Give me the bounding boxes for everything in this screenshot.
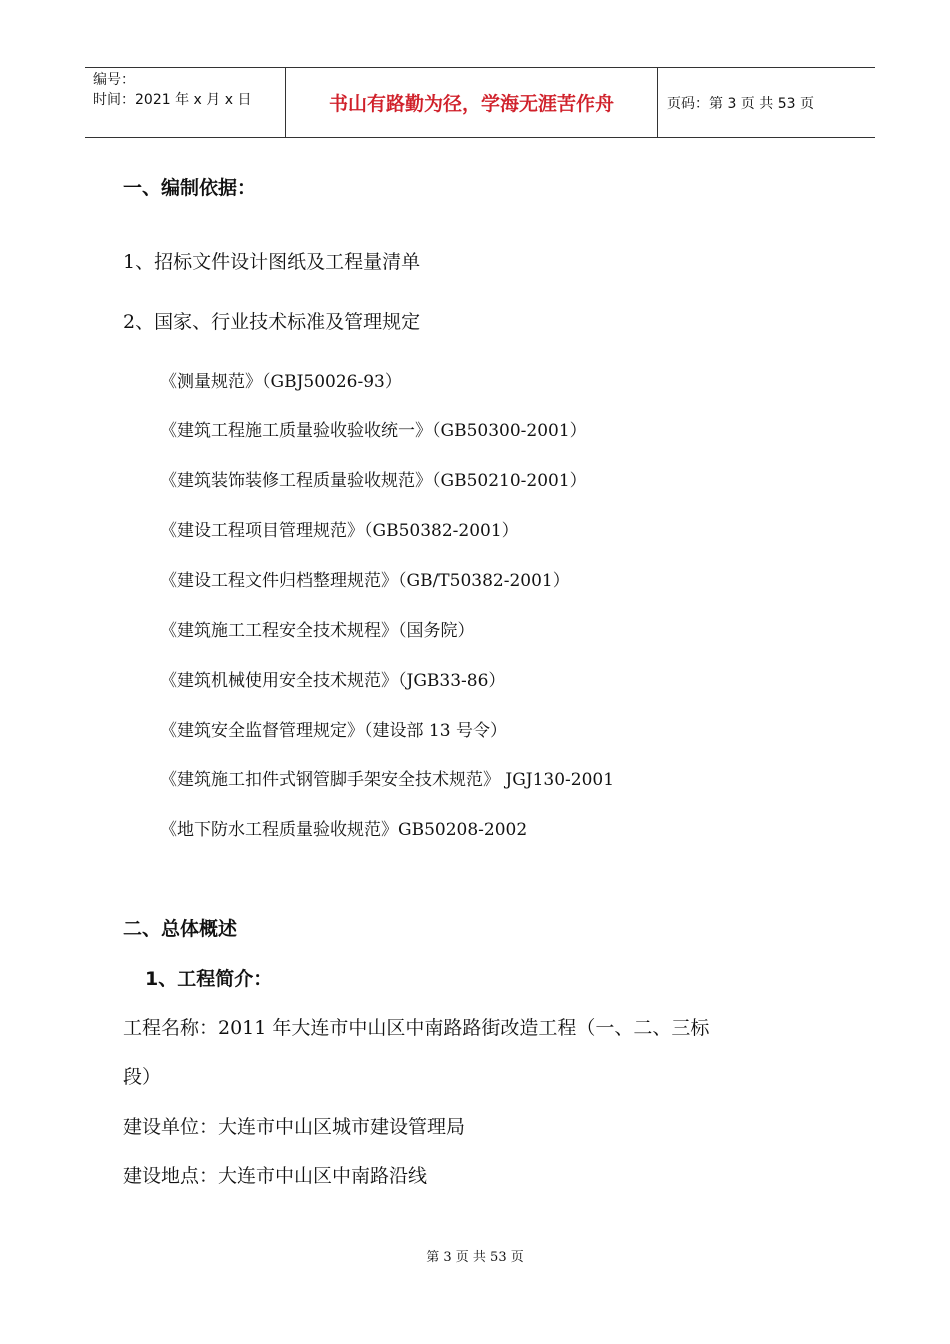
section-1-title: 一、编制依据： xyxy=(123,177,257,199)
section-2-title: 二、总体概述 xyxy=(123,918,238,940)
page-footer: 第 3 页 共 53 页 xyxy=(426,1250,524,1265)
standard-item: 《建设工程文件归档整理规范》（GB/T50382-2001） xyxy=(160,571,570,591)
standard-item: 《建筑施工工程安全技术规程》（国务院） xyxy=(160,621,475,641)
standard-item: 《测量规范》（GBJ50026-93） xyxy=(160,372,402,392)
standard-item: 《建筑机械使用安全技术规范》（JGB33-86） xyxy=(160,671,506,691)
header-meta xyxy=(85,68,285,137)
standard-item: 《建筑施工扣件式钢管脚手架安全技术规范》 JGJ130-2001 xyxy=(160,770,615,790)
header-motto: 书山有路勤为径，学海无涯苦作舟 xyxy=(285,68,658,137)
standard-item: 《建设工程项目管理规范》（GB50382-2001） xyxy=(160,521,519,541)
document-number-label: 编号： xyxy=(93,72,135,88)
standard-item: 《建筑安全监督管理规定》（建设部 13 号令） xyxy=(160,721,507,741)
standard-item: 《地下防水工程质量验收规范》GB50208-2002 xyxy=(160,820,528,840)
basis-item-1: 1、招标文件设计图纸及工程量清单 xyxy=(123,251,421,273)
project-name-line-2: 段） xyxy=(123,1066,162,1088)
project-name-line-1: 工程名称：2011 年大连市中山区中南路路街改造工程（一、二、三标 xyxy=(123,1017,710,1039)
project-intro-subtitle: 1、工程简介： xyxy=(145,968,273,990)
document-time-label: 时间：2021 年 x 月 x 日 xyxy=(93,92,252,108)
page-header xyxy=(85,67,875,138)
standard-item: 《建筑工程施工质量验收验收统一》（GB50300-2001） xyxy=(160,421,587,441)
project-location: 建设地点：大连市中山区中南路沿线 xyxy=(123,1165,428,1187)
header-page-number: 页码：第 3 页 共 53 页 xyxy=(667,95,814,112)
basis-item-2: 2、国家、行业技术标准及管理规定 xyxy=(123,311,421,333)
project-owner: 建设单位：大连市中山区城市建设管理局 xyxy=(123,1116,466,1138)
standard-item: 《建筑装饰装修工程质量验收规范》（GB50210-2001） xyxy=(160,471,587,491)
